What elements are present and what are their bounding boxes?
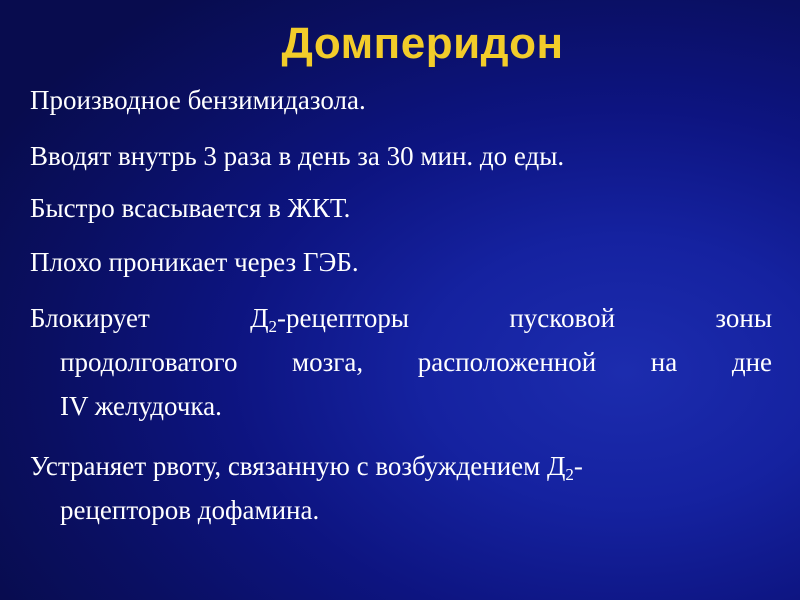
bullet-4: Плохо проникает через ГЭБ. (30, 247, 359, 277)
bullet-1: Производное бензимидазола. (30, 85, 366, 115)
bullet-3: Быстро всасывается в ЖКТ. (30, 193, 351, 223)
bullet-6-line-1: Устраняет рвоту, связанную с возбуждением $Д_2-$ (30, 451, 583, 484)
subscript-2: 2 (268, 317, 278, 336)
bullet-5-line-1 (30, 296, 772, 340)
bullet-2: Вводят внутрь 3 раза в день за 30 мин. до еды. (30, 141, 565, 171)
bullet-5-word-3: пусковой (509, 303, 616, 333)
bullet-5-line-3: IV желудочка. (60, 391, 222, 421)
bullet-5-line-2: продолговатого мозга, расположенной на дне (60, 347, 772, 377)
subscript-2: 2 (565, 465, 574, 484)
bullet-6 (30, 444, 772, 532)
bullet-5 (30, 296, 772, 428)
bullet-5-word-1: Блокирует (30, 303, 150, 333)
slide-title: Домперидон (281, 19, 564, 68)
bullet-5-word-2: $Д_2$-рецепторы (250, 303, 409, 336)
bullet-5-word-4: зоны (715, 303, 772, 333)
bullet-6-line-2: рецепторов дофамина. (60, 495, 320, 525)
